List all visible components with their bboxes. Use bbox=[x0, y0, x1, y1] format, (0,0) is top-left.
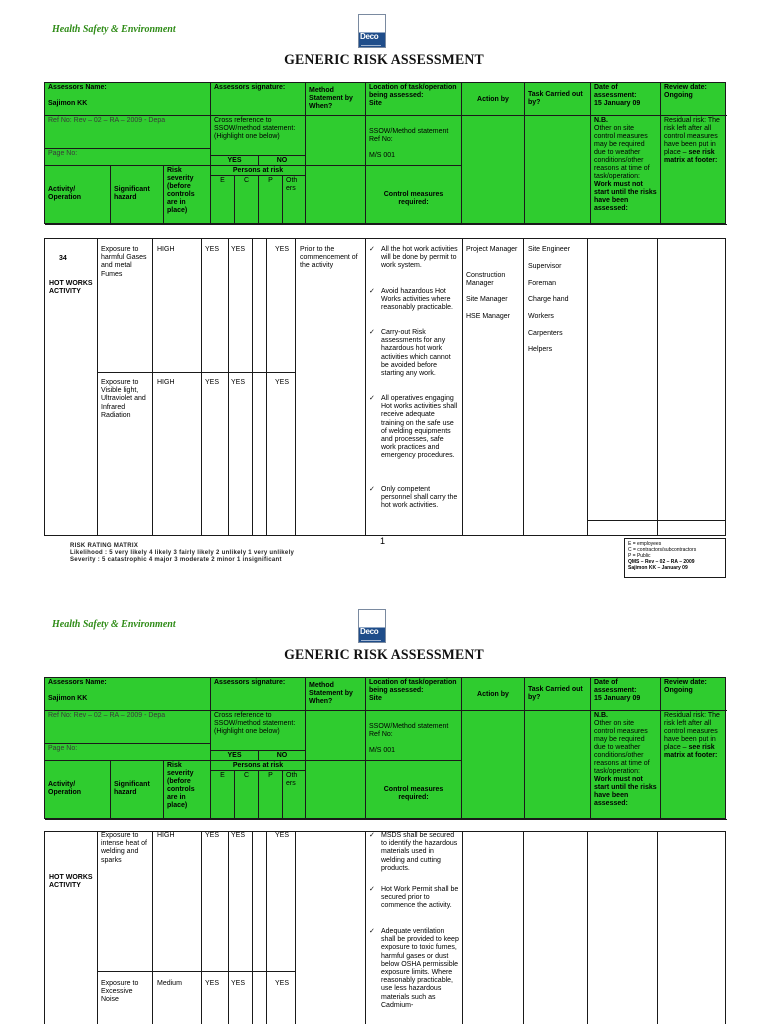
no-label: NO bbox=[259, 156, 306, 166]
check-icon: ✓ bbox=[369, 288, 375, 295]
control-measures-header: Control measures required: bbox=[366, 166, 462, 225]
persons-at-risk-header: Persons at risk bbox=[211, 166, 306, 176]
hazard-2-name: Exposure to Excessive Noise bbox=[101, 980, 139, 1004]
nb-note: N.B. Other on site control measures may be required due to weather conditions/other reasons at time of task/operation: Work must not start until the risks have been assessed: bbox=[591, 711, 661, 820]
location-cell: Location of task/operation being assessed: Site bbox=[366, 83, 462, 116]
ssow-reference: SSOW/Method statement Ref No: M/S 001 bbox=[366, 711, 462, 761]
hazard-2-severity: HIGH bbox=[157, 379, 175, 386]
org-heading: Health Safety & Environment bbox=[52, 619, 176, 630]
action-blank bbox=[462, 116, 525, 225]
method-blank bbox=[306, 711, 366, 761]
method-when-header: Method Statement by When? bbox=[306, 83, 366, 116]
document-page-2 bbox=[0, 595, 768, 1024]
location-cell: Location of task/operation being assessed: Site bbox=[366, 678, 462, 711]
yes-label: YES bbox=[211, 751, 259, 761]
control-4: All operatives engaging Hot works activities shall receive adequate training on the safe use of welding equipments and processes, safe work practices and emergency procedures. bbox=[381, 395, 458, 460]
ref-no: Ref No: Rev – 02 – RA – 2009 - Depa bbox=[45, 116, 211, 149]
no-label: NO bbox=[259, 751, 306, 761]
control-1: All the hot work activities will be done by permit to work system. bbox=[381, 246, 458, 270]
hazard-1-c: YES bbox=[231, 246, 246, 253]
org-heading: Health Safety & Environment bbox=[52, 24, 176, 35]
method-blank bbox=[306, 116, 366, 166]
action-by-header: Action by bbox=[462, 678, 525, 711]
cross-reference: Cross reference to SSOW/method statement: (Highlight one below) bbox=[211, 116, 306, 156]
ref-no: Ref No: Rev – 02 – RA – 2009 - Depa bbox=[45, 711, 211, 744]
action-blank bbox=[462, 711, 525, 820]
hazard-1-o: YES bbox=[275, 832, 290, 839]
residual-risk-note: Residual risk: The risk left after all control measures have been put in place – see risk matrix at footer: bbox=[661, 116, 727, 225]
carried-by-3: Foreman bbox=[528, 280, 557, 287]
check-icon: ✓ bbox=[369, 832, 375, 839]
method-when: Prior to the commencement of the activity bbox=[300, 246, 358, 270]
legend-box: E = employees C = contractors/subcontractors P = Public QMS – Rev – 02 – RA – 2009 Sajimon KK – January 09 bbox=[624, 538, 726, 578]
method-when-header: Method Statement by When? bbox=[306, 678, 366, 711]
form-header bbox=[44, 82, 726, 224]
persons-p: P bbox=[259, 176, 283, 225]
page-no: Page No: bbox=[45, 744, 211, 761]
activity-header: Activity/ Operation bbox=[45, 166, 111, 225]
hazard-header: Significant hazard bbox=[111, 166, 164, 225]
method-blank-2 bbox=[306, 166, 366, 225]
activity-header: Activity/ Operation bbox=[45, 761, 111, 820]
action-by-2: Construction Manager bbox=[466, 272, 506, 288]
action-by-header: Action by bbox=[462, 83, 525, 116]
company-logo: Deco bbox=[358, 14, 386, 48]
action-by-4: HSE Manager bbox=[466, 313, 510, 320]
carried-by-4: Charge hand bbox=[528, 296, 569, 303]
control-3: Carry-out Risk assessments for any hazardous hot work activities which cannot be avoided before starting any work. bbox=[381, 329, 451, 378]
hazard-1-severity: HIGH bbox=[157, 832, 175, 839]
task-carried-header: Task Carried out by? bbox=[525, 678, 591, 711]
persons-e: E bbox=[211, 771, 235, 820]
risk-matrix-footer: RISK RATING MATRIX Likelihood : 5 very likely 4 likely 3 fairly likely 2 unlikely 1 very unlikely Severity : 5 catastrophic 4 major 3 moderate 2 minor 1 insignificant bbox=[70, 543, 295, 563]
hazard-1-e: YES bbox=[205, 246, 220, 253]
persons-others: Oth ers bbox=[283, 176, 306, 225]
cross-reference: Cross reference to SSOW/method statement: (Highlight one below) bbox=[211, 711, 306, 751]
carried-by-5: Workers bbox=[528, 313, 554, 320]
hazard-1-name: Exposure to harmful Gases and metal Fumes bbox=[101, 246, 147, 278]
hazard-1-e: YES bbox=[205, 832, 220, 839]
carried-by-7: Helpers bbox=[528, 346, 553, 353]
control-5: Only competent personnel shall carry the hot work activities. bbox=[381, 486, 458, 510]
date-cell: Date of assessment: 15 January 09 bbox=[591, 83, 661, 116]
page-title: GENERIC RISK ASSESSMENT bbox=[284, 52, 484, 68]
hazard-1-name: Exposure to intense heat of welding and sparks bbox=[101, 832, 147, 864]
check-icon: ✓ bbox=[369, 928, 375, 935]
review-date-cell: Review date: Ongoing bbox=[661, 83, 727, 116]
signature-cell: Assessors signature: bbox=[211, 678, 306, 711]
activity-name: HOT WORKS ACTIVITY bbox=[49, 874, 93, 890]
form-header bbox=[44, 677, 726, 819]
date-cell: Date of assessment: 15 January 09 bbox=[591, 678, 661, 711]
hazard-1-c: YES bbox=[231, 832, 246, 839]
carried-by-1: Site Engineer bbox=[528, 246, 571, 253]
control-measures-header: Control measures required: bbox=[366, 761, 462, 820]
persons-c: C bbox=[235, 176, 259, 225]
row-number: 34 bbox=[59, 255, 67, 262]
control-3: Adequate ventilation shall be provided to keep exposure to toxic fumes, harmful gases or dust below OSHA permissible exposure limits. Where reasonably practicable, use less hazardous materials such as Cadmium- bbox=[381, 928, 459, 1009]
hazard-2-e: YES bbox=[205, 379, 220, 386]
task-blank bbox=[525, 116, 591, 225]
hazard-2-o: YES bbox=[275, 379, 290, 386]
assessment-table bbox=[44, 238, 726, 536]
page-title: GENERIC RISK ASSESSMENT bbox=[284, 647, 484, 663]
persons-at-risk-header: Persons at risk bbox=[211, 761, 306, 771]
task-carried-header: Task Carried out by? bbox=[525, 83, 591, 116]
page-no: Page No: bbox=[45, 149, 211, 166]
page-number: 1 bbox=[380, 536, 386, 546]
hazard-header: Significant hazard bbox=[111, 761, 164, 820]
hazard-2-c: YES bbox=[231, 379, 246, 386]
persons-others: Oth ers bbox=[283, 771, 306, 820]
carried-by-6: Carpenters bbox=[528, 330, 563, 337]
hazard-1-severity: HIGH bbox=[157, 246, 175, 253]
hazard-2-e: YES bbox=[205, 980, 220, 987]
risk-severity-header: Risk severity (before controls are in place) bbox=[164, 166, 211, 225]
signature-cell: Assessors signature: bbox=[211, 83, 306, 116]
check-icon: ✓ bbox=[369, 329, 375, 336]
hazard-2-severity: Medium bbox=[157, 980, 182, 987]
persons-e: E bbox=[211, 176, 235, 225]
check-icon: ✓ bbox=[369, 486, 375, 493]
method-blank-2 bbox=[306, 761, 366, 820]
carried-by-2: Supervisor bbox=[528, 263, 562, 270]
hazard-2-name: Exposure to Visible light, Ultraviolet and Infrared Radiation bbox=[101, 379, 146, 419]
activity-name: HOT WORKS ACTIVITY bbox=[49, 280, 93, 296]
action-by-1: Project Manager bbox=[466, 246, 518, 253]
risk-severity-header: Risk severity (before controls are in place) bbox=[164, 761, 211, 820]
hazard-2-o: YES bbox=[275, 980, 290, 987]
assessors-name-cell: Assessors Name: Sajimon KK bbox=[45, 678, 211, 711]
ssow-reference: SSOW/Method statement Ref No: M/S 001 bbox=[366, 116, 462, 166]
assessment-table bbox=[44, 831, 726, 1024]
action-by-3: Site Manager bbox=[466, 296, 508, 303]
task-blank bbox=[525, 711, 591, 820]
residual-risk-note: Residual risk: The risk left after all control measures have been put in place – see risk matrix at footer: bbox=[661, 711, 727, 820]
control-1: MSDS shall be secured to identify the hazardous materials used in welding and cutting products. bbox=[381, 832, 458, 872]
check-icon: ✓ bbox=[369, 246, 375, 253]
check-icon: ✓ bbox=[369, 886, 375, 893]
yes-label: YES bbox=[211, 156, 259, 166]
control-2: Hot Work Permit shall be secured prior to commence the activity. bbox=[381, 886, 459, 910]
persons-c: C bbox=[235, 771, 259, 820]
nb-note: N.B. Other on site control measures may be required due to weather conditions/other reasons at time of task/operation: Work must not start until the risks have been assessed: bbox=[591, 116, 661, 225]
company-logo: Deco bbox=[358, 609, 386, 643]
assessors-name-cell: Assessors Name: Sajimon KK bbox=[45, 83, 211, 116]
control-2: Avoid hazardous Hot Works activities where reasonably practicable. bbox=[381, 288, 453, 312]
review-date-cell: Review date: Ongoing bbox=[661, 678, 727, 711]
persons-p: P bbox=[259, 771, 283, 820]
hazard-1-o: YES bbox=[275, 246, 290, 253]
check-icon: ✓ bbox=[369, 395, 375, 402]
hazard-2-c: YES bbox=[231, 980, 246, 987]
